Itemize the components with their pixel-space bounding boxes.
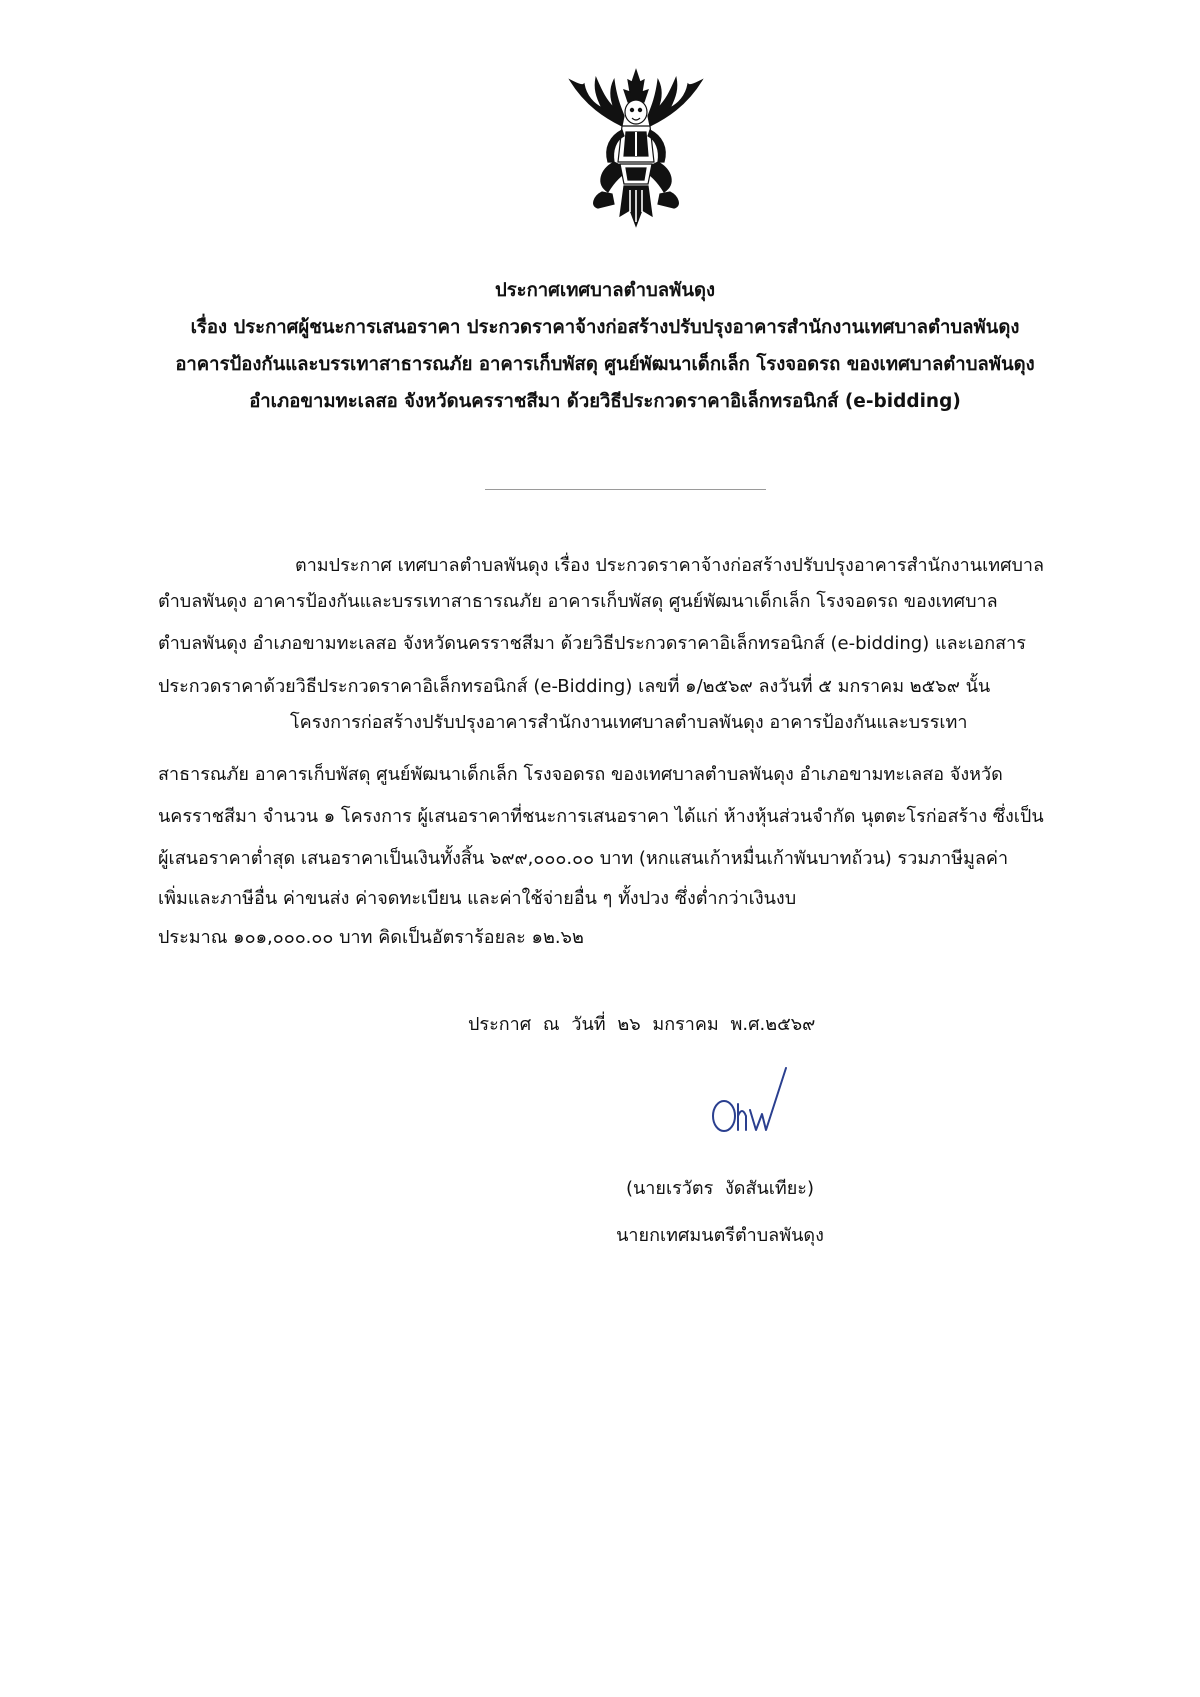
body-line: นครราชสีมา จำนวน ๑ โครงการ ผู้เสนอราคาที่ชนะการเสนอราคา ได้แก่ ห้างหุ้นส่วนจำกัด นุตตะโรก่อสร้าง ซึ่งเป็น xyxy=(158,806,1044,827)
announcement-subject-line: อำเภอขามทะเลสอ จังหวัดนครราชสีมา ด้วยวิธีประกวดราคาอิเล็กทรอนิกส์ (e-bidding) xyxy=(249,391,961,412)
header-divider xyxy=(485,489,766,490)
signer-position: นายกเทศมนตรีตำบลพันดุง xyxy=(616,1225,824,1246)
announcement-title: ประกาศเทศบาลตำบลพันดุง xyxy=(494,280,716,301)
signer-name: (นายเรวัตร งัดสันเทียะ) xyxy=(625,1178,814,1199)
body-line: ตำบลพันดุง อำเภอขามทะเลสอ จังหวัดนครราชสีมา ด้วยวิธีประกวดราคาอิเล็กทรอนิกส์ (e-bidding) และเอกสาร xyxy=(158,633,1026,654)
garuda-emblem-icon xyxy=(556,66,716,236)
body-line: โครงการก่อสร้างปรับปรุงอาคารสำนักงานเทศบาลตำบลพันดุง อาคารป้องกันและบรรเทา xyxy=(290,712,968,733)
body-line: ประกวดราคาด้วยวิธีประกวดราคาอิเล็กทรอนิกส์ (e-Bidding) เลขที่ ๑/๒๕๖๙ ลงวันที่ ๕ มกราคม ๒๕๖๙ นั้น xyxy=(158,676,991,697)
body-line: สาธารณภัย อาคารเก็บพัสดุ ศูนย์พัฒนาเด็กเล็ก โรงจอดรถ ของเทศบาลตำบลพันดุง อำเภอขามทะเลสอ จังหวัด xyxy=(158,764,1003,785)
body-line: เพิ่มและภาษีอื่น ค่าขนส่ง ค่าจดทะเบียน และค่าใช้จ่ายอื่น ๆ ทั้งปวง ซึ่งต่ำกว่าเงินงบ xyxy=(158,888,797,909)
body-line: ประมาณ ๑๐๑,๐๐๐.๐๐ บาท คิดเป็นอัตราร้อยละ ๑๒.๖๒ xyxy=(158,927,584,948)
body-line: ผู้เสนอราคาต่ำสุด เสนอราคาเป็นเงินทั้งสิ้น ๖๙๙,๐๐๐.๐๐ บาท (หกแสนเก้าหมื่นเก้าพันบาทถ้วน) รวมภาษีมูลค่า xyxy=(158,848,1009,869)
announcement-date: ประกาศ ณ วันที่ ๒๖ มกราคม พ.ศ.๒๕๖๙ xyxy=(468,1014,816,1035)
body-line: ตำบลพันดุง อาคารป้องกันและบรรเทาสาธารณภัย อาคารเก็บพัสดุ ศูนย์พัฒนาเด็กเล็ก โรงจอดรถ ของเทศบาล xyxy=(158,591,998,612)
handwritten-signature-icon xyxy=(706,1060,796,1140)
announcement-subject-line: อาคารป้องกันและบรรเทาสาธารณภัย อาคารเก็บพัสดุ ศูนย์พัฒนาเด็กเล็ก โรงจอดรถ ของเทศบาลตำบลพันดุง xyxy=(175,354,1035,375)
announcement-subject-line: เรื่อง ประกาศผู้ชนะการเสนอราคา ประกวดราคาจ้างก่อสร้างปรับปรุงอาคารสำนักงานเทศบาลตำบลพันดุง xyxy=(190,317,1020,338)
body-line: ตามประกาศ เทศบาลตำบลพันดุง เรื่อง ประกวดราคาจ้างก่อสร้างปรับปรุงอาคารสำนักงานเทศบาล xyxy=(295,555,1045,576)
